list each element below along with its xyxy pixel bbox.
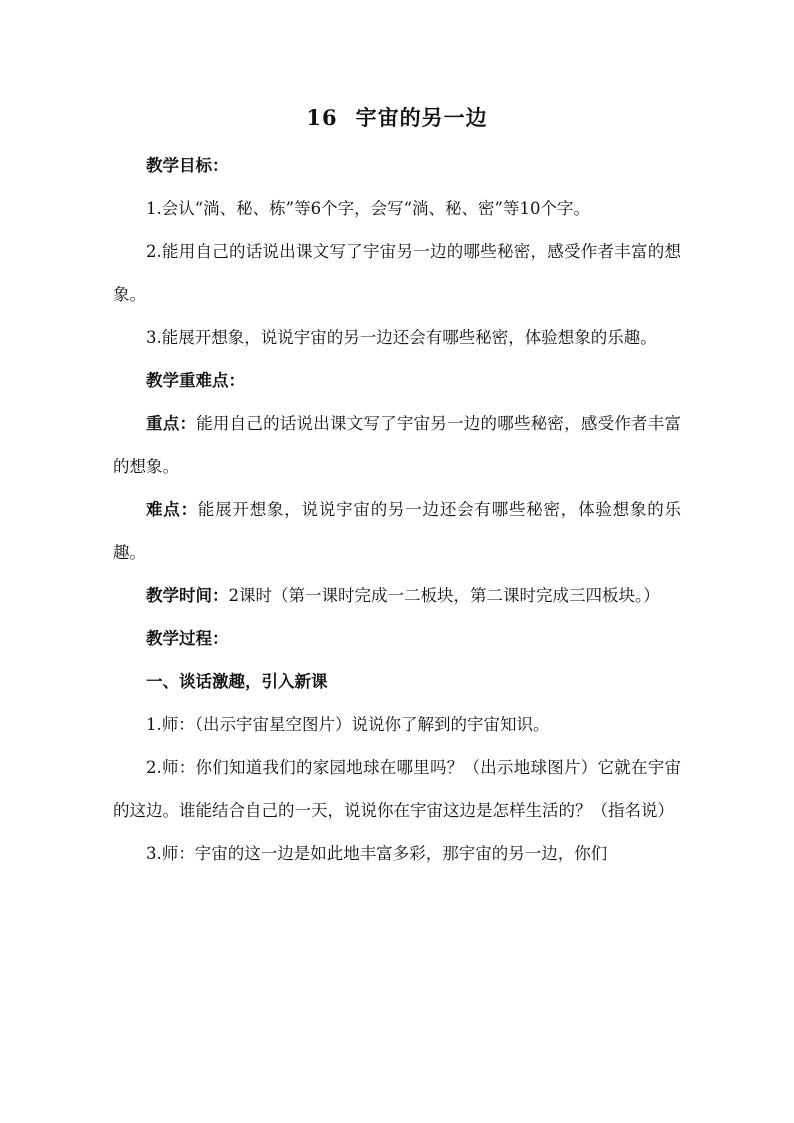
difficulty-paragraph bbox=[113, 488, 681, 574]
teaching-time-label: 教学时间： bbox=[146, 586, 229, 605]
page-title bbox=[0, 102, 794, 134]
objective-item-3: 3.能展开想象，说说宇宙的另一边还会有哪些秘密，体验想象的乐趣。 bbox=[146, 328, 657, 347]
process-item-1: 1.师：（出示宇宙星空图片）说说你了解到的宇宙知识。 bbox=[146, 715, 550, 734]
process-item-2: 2.师：你们知道我们的家园地球在哪里吗？（出示地球图片）它就在宇宙的这边。谁能结合自己的一天，说说你在宇宙这边是怎样生活的？（指名说） bbox=[113, 758, 681, 820]
key-point-text: 能用自己的话说出课文写了宇宙另一边的哪些秘密，感受作者丰富的想象。 bbox=[113, 414, 682, 476]
teaching-time-text: 2课时（第一课时完成一二板块，第二课时完成三四板块。） bbox=[228, 586, 660, 605]
lesson-number: 16 bbox=[306, 105, 338, 130]
section-heading-objectives: 教学目标： bbox=[146, 156, 229, 175]
objective-item-1: 1.会认“淌、秘、栋”等6个字，会写“淌、秘、密”等10个字。 bbox=[146, 199, 590, 218]
teaching-time-paragraph bbox=[113, 574, 681, 617]
section-heading-process: 教学过程： bbox=[146, 629, 229, 648]
subsection-heading-intro: 一、谈话激趣，引入新课 bbox=[146, 672, 328, 691]
lesson-title: 宇宙的另一边 bbox=[355, 105, 488, 130]
key-point-paragraph bbox=[113, 402, 681, 488]
document-body bbox=[113, 144, 681, 875]
section-heading-key-points: 教学重难点： bbox=[146, 371, 245, 390]
key-point-label: 重点： bbox=[146, 414, 197, 433]
process-item-3: 3.师：宇宙的这一边是如此地丰富多彩，那宇宙的另一边，你们 bbox=[146, 844, 608, 863]
difficulty-label: 难点： bbox=[146, 500, 198, 519]
difficulty-text: 能展开想象，说说宇宙的另一边还会有哪些秘密，体验想象的乐趣。 bbox=[113, 500, 682, 562]
objective-item-2: 2.能用自己的话说出课文写了宇宙另一边的哪些秘密，感受作者丰富的想象。 bbox=[113, 242, 681, 304]
